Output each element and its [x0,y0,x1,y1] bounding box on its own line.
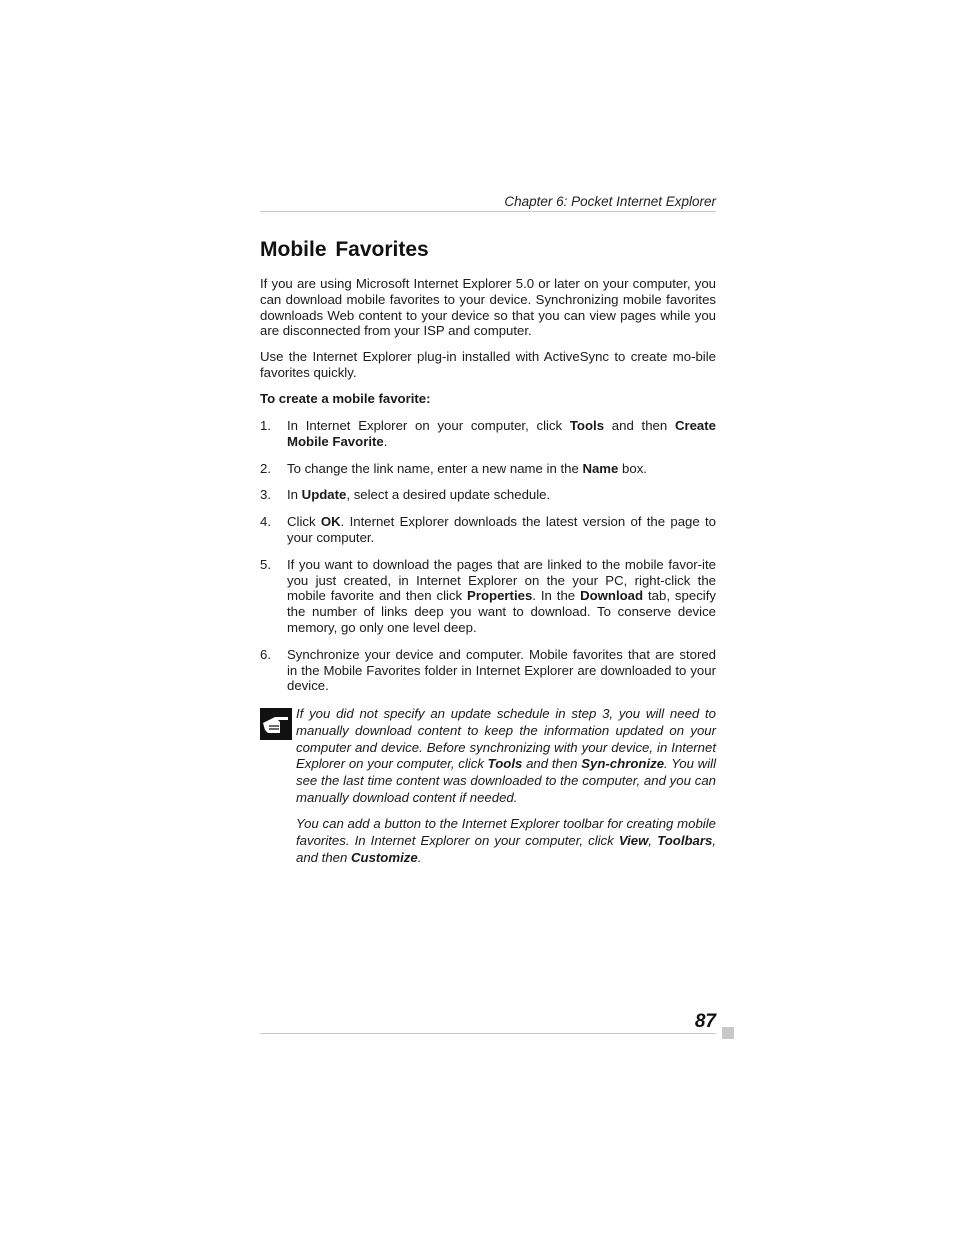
intro-paragraph: If you are using Microsoft Internet Explorer 5.0 or later on your computer, you can download mobile favorites to your device. Synchronizing mobile favorites downloads Web content to your device so that you can view pages while you are disconnected from your ISP and computer. [260,276,716,339]
step-text: box. [618,460,647,476]
pointing-hand-icon [260,708,292,740]
step-text: . In the [532,588,581,604]
footer-marker [722,1027,734,1039]
step-text: Click [287,514,321,530]
note-keyword: Syn-chronize [581,756,665,772]
note-keyword: View [618,832,649,848]
step-text: In Internet Explorer on your computer, click [287,418,570,433]
note-text: . [417,849,422,865]
note-keyword: Tools [487,756,523,772]
note-toolbar-button [296,816,716,866]
step-keyword: Properties [467,588,533,604]
step-keyword: Update [301,487,347,503]
section-title: Mobile Favorites [260,238,429,261]
step-text: tab, specify the number of links deep you want to download. To conserve device memory, go only one level deep. [287,588,716,635]
step-text: In [287,487,302,503]
step-number: 2. [260,460,271,476]
step-number: 1. [260,418,271,433]
step-3 [260,487,716,503]
document-page [260,0,716,1235]
procedure-steps [260,418,716,705]
step-text: and then [604,418,675,433]
note-keyword: Toolbars [657,832,713,848]
footer-rule [260,1033,716,1034]
step-text: . [383,433,388,449]
step-text: Synchronize your device and computer. Mobile favorites that are stored in the Mobile Favorites folder in Internet Explorer are downloaded to your device. [287,646,716,694]
note-text: If you did not specify an update schedule in step 3, you will need to manually download content to keep the information updated on your computer and device. Before synchronizing with your device, in Internet Explorer on your computer, click [296,706,716,772]
step-1 [260,418,716,450]
step-4 [260,514,716,546]
note-text: and then [522,756,582,772]
step-keyword: OK [320,514,341,530]
step-text: If you want to download the pages that are linked to the mobile favor-ite you just created, in Internet Explorer on the your PC, right-click the mobile favorite and then click [287,556,716,604]
step-keyword: Name [582,460,619,476]
step-6 [260,647,716,694]
step-keyword: Create Mobile Favorite [287,418,716,449]
header-rule [260,211,716,212]
plugin-paragraph: Use the Internet Explorer plug-in installed with ActiveSync to create mo-bile favorites quickly. [260,349,716,380]
note-text: , and then [296,832,717,865]
note-update-schedule [296,706,716,807]
note-keyword: Customize [351,849,418,865]
step-number: 6. [260,646,271,662]
note-text: You can add a button to the Internet Explorer toolbar for creating mobile favorites. In Internet Explorer on your computer, click [296,816,716,848]
step-number: 5. [260,556,271,572]
step-keyword: Tools [569,418,605,433]
note-text: . You will see the last time content was downloaded to the computer, and you can manually download content if needed. [296,756,716,805]
page-number: 87 [694,1011,716,1032]
note-text: , [648,832,658,848]
step-keyword: Download [580,588,644,604]
step-number: 4. [260,514,271,530]
step-5 [260,557,716,636]
step-text: , select a desired update schedule. [346,487,551,503]
step-text: . Internet Explorer downloads the latest version of the page to your computer. [287,514,716,545]
procedure-heading: To create a mobile favorite: [260,391,431,406]
step-text: To change the link name, enter a new name in the [287,460,583,476]
step-number: 3. [260,487,271,503]
running-header: Chapter 6: Pocket Internet Explorer [504,194,716,209]
step-2 [260,461,716,477]
